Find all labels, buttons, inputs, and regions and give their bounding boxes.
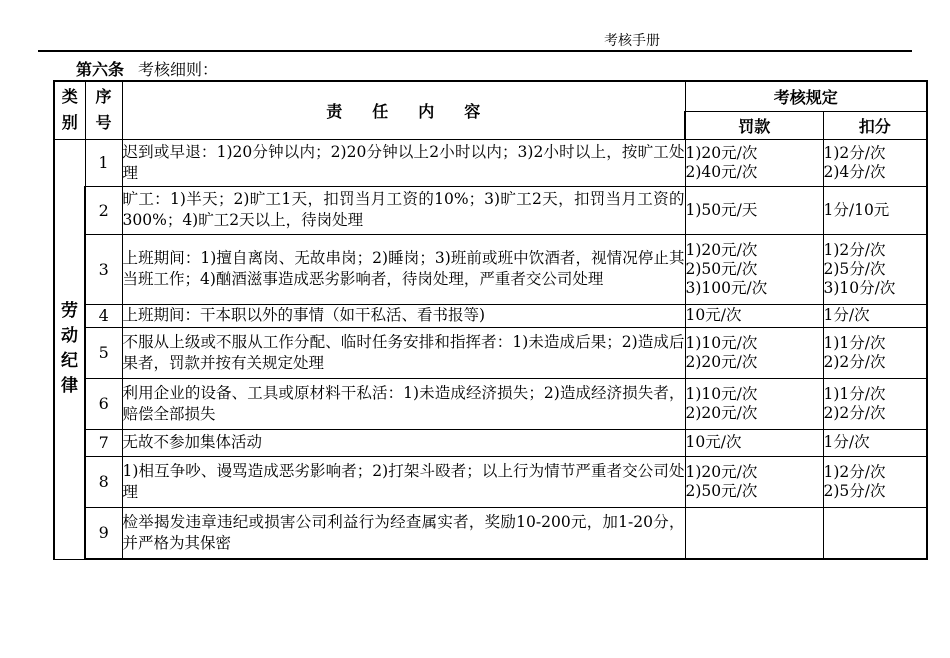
header-category <box>54 81 85 139</box>
content-cell: 迟到或早退：1)20分钟以内；2)20分钟以上2小时以内；3)2小时以上，按旷工处理 <box>122 139 685 186</box>
running-header-title: 考核手册 <box>604 33 660 49</box>
deduct-cell <box>823 507 927 559</box>
fine-line: 2)40元/次 <box>685 162 758 181</box>
fine-line: 2)20元/次 <box>685 352 758 371</box>
section-heading <box>76 57 218 80</box>
deduct-line: 1)2分/次 <box>823 143 886 162</box>
header-category-char: 别 <box>61 113 78 133</box>
deduct-cell <box>823 186 927 234</box>
deduct-cell <box>823 304 927 327</box>
fine-line: 2)50元/次 <box>685 481 758 500</box>
seq-cell: 1 <box>85 139 122 186</box>
fine-cell <box>685 507 823 559</box>
fine-line: 10元/次 <box>685 306 742 324</box>
deduct-line: 1)2分/次 <box>823 240 886 259</box>
fine-cell <box>685 378 823 429</box>
seq-cell: 6 <box>85 378 122 429</box>
section-title: 考核细则： <box>138 60 219 79</box>
content-cell: 1)相互争吵、谩骂造成恶劣影响者；2)打架斗殴者；以上行为情节严重者交公司处理 <box>122 456 685 507</box>
deduct-line: 1分/10元 <box>823 200 890 219</box>
fine-line: 1)20元/次 <box>685 240 758 259</box>
deduct-line: 2)5分/次 <box>823 259 886 278</box>
category-cell <box>54 139 85 559</box>
deduct-cell <box>823 327 927 378</box>
seq-cell: 2 <box>85 186 122 234</box>
fine-cell <box>685 429 823 456</box>
table-row <box>54 186 927 234</box>
category-char: 动 <box>61 326 78 346</box>
header-seq <box>85 81 122 139</box>
seq-cell: 5 <box>85 327 122 378</box>
deduct-line: 1)2分/次 <box>823 462 886 481</box>
fine-line: 1)50元/天 <box>685 200 758 219</box>
content-cell: 无故不参加集体活动 <box>122 429 685 456</box>
content-cell: 上班期间：干本职以外的事情（如干私活、看书报等) <box>122 304 685 327</box>
header-seq-char: 序 <box>95 87 112 107</box>
header-rule <box>38 50 912 52</box>
fine-cell <box>685 234 823 304</box>
fine-cell <box>685 304 823 327</box>
fine-line: 1)20元/次 <box>685 462 758 481</box>
content-cell: 不服从上级或不服从工作分配、临时任务安排和指挥者：1)未造成后果；2)造成后果者，罚款并按有关规定处理 <box>122 327 685 378</box>
deduct-line: 2)5分/次 <box>823 481 886 500</box>
fine-line: 3)100元/次 <box>685 278 768 297</box>
table-row <box>54 507 927 559</box>
deduct-cell <box>823 139 927 186</box>
header-content: 责任内容 <box>122 81 685 139</box>
content-cell: 利用企业的设备、工具或原材料干私活：1)未造成经济损失；2)造成经济损失者，赔偿全部损失 <box>122 378 685 429</box>
fine-line: 1)10元/次 <box>685 384 758 403</box>
deduct-line: 2)4分/次 <box>823 162 886 181</box>
fine-line: 2)50元/次 <box>685 259 758 278</box>
deduct-line: 1)1分/次 <box>823 333 886 352</box>
deduct-line: 2)2分/次 <box>823 352 886 371</box>
seq-cell: 8 <box>85 456 122 507</box>
header-row <box>54 81 927 111</box>
fine-cell <box>685 456 823 507</box>
table-row <box>54 234 927 304</box>
deduct-line: 3)10分/次 <box>823 278 896 297</box>
category-char: 律 <box>61 376 78 396</box>
deduct-cell <box>823 429 927 456</box>
table-row <box>54 378 927 429</box>
seq-cell: 9 <box>85 507 122 559</box>
category-char: 劳 <box>61 301 78 321</box>
fine-line: 1)10元/次 <box>685 333 758 352</box>
deduct-line: 1分/次 <box>823 433 870 451</box>
seq-cell: 7 <box>85 429 122 456</box>
content-cell: 检举揭发违章违纪或损害公司利益行为经查属实者，奖励10-200元，加1-20分，并严格为其保密 <box>122 507 685 559</box>
table-row <box>54 304 927 327</box>
fine-line: 1)20元/次 <box>685 143 758 162</box>
content-cell: 旷工：1)半天；2)旷工1天，扣罚当月工资的10%；3)旷工2天，扣罚当月工资的300%；4)旷工2天以上，待岗处理 <box>122 186 685 234</box>
category-char: 纪 <box>61 351 78 371</box>
content-cell: 上班期间：1)擅自离岗、无故串岗；2)睡岗；3)班前或班中饮酒者，视情况停止其当班工作；4)酗酒滋事造成恶劣影响者，待岗处理，严重者交公司处理 <box>122 234 685 304</box>
header-fine: 罚款 <box>685 111 823 139</box>
section-number: 第六条 <box>76 60 125 79</box>
deduct-cell <box>823 456 927 507</box>
seq-cell: 3 <box>85 234 122 304</box>
seq-cell: 4 <box>85 304 122 327</box>
deduct-cell <box>823 234 927 304</box>
deduct-line: 2)2分/次 <box>823 403 886 422</box>
header-rules: 考核规定 <box>685 81 927 111</box>
fine-cell <box>685 327 823 378</box>
fine-line: 2)20元/次 <box>685 403 758 422</box>
assessment-table <box>53 80 928 560</box>
deduct-line: 1)1分/次 <box>823 384 886 403</box>
table-row <box>54 139 927 186</box>
header-category-char: 类 <box>61 87 78 107</box>
fine-cell <box>685 186 823 234</box>
deduct-cell <box>823 378 927 429</box>
table-row <box>54 456 927 507</box>
fine-cell <box>685 139 823 186</box>
fine-line: 10元/次 <box>685 433 742 451</box>
table-row <box>54 327 927 378</box>
deduct-line: 1分/次 <box>823 306 870 324</box>
header-deduct: 扣分 <box>823 111 927 139</box>
header-seq-char: 号 <box>95 113 112 133</box>
table-row <box>54 429 927 456</box>
